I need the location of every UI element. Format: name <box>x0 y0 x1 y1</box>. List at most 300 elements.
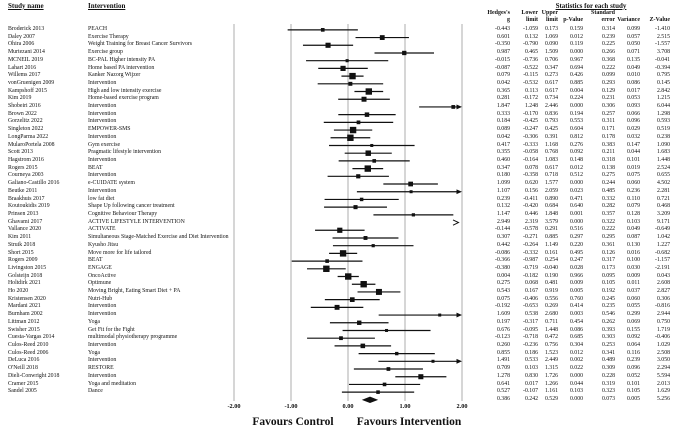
p-value-cell: 0.009 <box>569 280 583 287</box>
study-name-cell: Short 2015 <box>8 249 34 256</box>
p-value-cell: 0.276 <box>569 141 583 148</box>
p-value-cell: 0.022 <box>569 365 583 372</box>
hedges-g-cell: 1.847 <box>496 103 510 110</box>
z-value-cell: -0.816 <box>655 303 670 310</box>
study-row <box>0 188 677 196</box>
hedges-g-cell: -0.015 <box>495 56 510 63</box>
stat-col-header: Standard <box>590 9 615 16</box>
standard-error-cell: 0.095 <box>601 272 615 279</box>
lower-limit-cell: -0.107 <box>523 388 538 395</box>
hedges-g-cell: 0.601 <box>496 33 510 40</box>
z-value-cell: 5.594 <box>656 372 670 379</box>
study-name-cell: Sandel 2005 <box>8 388 37 395</box>
study-row <box>0 149 677 157</box>
intervention-cell: Intervention <box>88 157 117 164</box>
study-name-cell: Hagstrom 2016 <box>8 157 44 164</box>
standard-error-cell: 0.311 <box>602 118 615 125</box>
intervention-cell: Exercise group <box>88 49 123 56</box>
study-row <box>0 365 677 373</box>
p-value-cell: 0.000 <box>569 395 583 402</box>
study-row <box>0 257 677 265</box>
standard-error-cell: 0.317 <box>601 257 615 264</box>
variance-cell: 0.060 <box>626 180 640 187</box>
hedges-g-cell: -0.144 <box>495 226 510 233</box>
lower-limit-cell: -0.264 <box>523 241 538 248</box>
upper-limit-cell: 0.254 <box>544 257 558 264</box>
study-name-cell: Kristensen 2020 <box>8 295 46 302</box>
variance-cell: 0.299 <box>626 311 640 318</box>
intervention-cell: Kyusho Jitsu <box>88 241 119 248</box>
standard-error-cell: 0.295 <box>601 234 615 241</box>
hedges-g-cell: 1.099 <box>496 180 510 187</box>
upper-limit-cell: 0.711 <box>545 318 558 325</box>
intervention-cell: Move more for life tailored <box>88 249 152 256</box>
study-name-cell: MularoPortela 2008 <box>8 141 55 148</box>
hedges-g-cell: 1.147 <box>496 210 510 217</box>
standard-error-cell: 0.178 <box>601 133 615 140</box>
stat-col-header: limit <box>526 16 538 23</box>
intervention-cell: Shape Up following cancer treatment <box>88 203 175 210</box>
hedges-g-cell: -0.366 <box>495 257 510 264</box>
p-value-cell: 0.119 <box>570 41 583 48</box>
standard-error-cell: 0.368 <box>601 56 615 63</box>
intervention-cell: BEAT <box>88 257 103 264</box>
intervention-cell: Weight Training for Breast Cancer Survivors <box>88 41 193 48</box>
standard-error-cell: 0.546 <box>601 311 615 318</box>
study-row <box>0 126 677 134</box>
p-value-cell: 0.471 <box>569 195 583 202</box>
upper-limit-cell: 0.756 <box>544 342 558 349</box>
hedges-g-cell: -0.443 <box>495 26 510 32</box>
standard-error-cell: 0.105 <box>601 280 615 287</box>
standard-error-cell: 0.341 <box>601 349 615 356</box>
study-name-cell: Willems 2017 <box>8 72 41 79</box>
upper-limit-cell: 1.577 <box>544 180 558 187</box>
variance-cell: 0.053 <box>626 95 640 102</box>
study-row <box>0 118 677 126</box>
variance-cell: 0.101 <box>626 157 640 164</box>
p-value-cell: 0.512 <box>569 172 583 179</box>
study-name-cell: O'Neill 2018 <box>8 365 38 372</box>
lower-limit-cell: 0.446 <box>524 210 538 217</box>
study-row <box>0 157 677 165</box>
stat-col-header: p-Value <box>563 16 583 23</box>
upper-limit-cell: 0.481 <box>544 280 558 287</box>
intervention-cell: Moving Bright, Eating Smart Diet + PA <box>88 288 181 295</box>
study-name-cell <box>8 396 86 404</box>
study-name-cell: Scott 2013 <box>8 149 33 156</box>
intervention-cell: low fat diet <box>88 195 115 202</box>
z-value-cell: 6.044 <box>656 103 670 110</box>
study-name-cell: Struik 2018 <box>8 241 36 248</box>
study-name-cell: Singleton 2022 <box>8 126 44 133</box>
z-value-cell: -1.410 <box>655 26 670 32</box>
intervention-cell: Intervention <box>88 372 117 379</box>
variance-cell: 0.016 <box>626 249 640 256</box>
variance-cell: 0.100 <box>626 257 640 264</box>
study-name-cell: Ghavami 2017 <box>8 218 43 225</box>
intervention-cell: Optimune <box>88 280 112 287</box>
upper-limit-cell: 0.734 <box>544 95 558 102</box>
standard-error-cell: 0.282 <box>601 203 615 210</box>
hedges-g-cell: -0.086 <box>495 249 510 256</box>
variance-cell: 0.096 <box>626 118 640 125</box>
variance-cell: 0.032 <box>626 133 640 140</box>
intervention-cell: Intervention <box>88 187 117 194</box>
z-value-cell: 0.721 <box>656 195 670 202</box>
study-name-cell: Daley 2007 <box>8 33 35 40</box>
favours-control-label: Favours Control <box>252 416 334 428</box>
hedges-g-cell: -0.123 <box>495 334 510 341</box>
standard-error-cell: 0.138 <box>601 164 615 171</box>
hedges-g-cell: 0.641 <box>496 380 510 387</box>
z-value-cell: 1.448 <box>656 157 670 164</box>
study-name-cell: Swisher 2015 <box>8 326 40 333</box>
z-value-cell: 2.508 <box>656 349 670 356</box>
upper-limit-cell: 0.836 <box>544 110 558 117</box>
p-value-cell: 0.001 <box>569 210 583 217</box>
hedges-g-cell: 0.042 <box>496 79 510 86</box>
upper-limit-cell: 0.291 <box>544 226 558 233</box>
study-row <box>0 288 677 296</box>
upper-limit-cell: 0.391 <box>544 133 558 140</box>
variance-cell: 0.101 <box>626 380 640 387</box>
variance-cell: 0.155 <box>626 326 640 333</box>
study-row <box>0 111 677 119</box>
variance-cell: 0.135 <box>626 56 640 63</box>
upper-limit-cell: 1.726 <box>544 372 558 379</box>
intervention-cell: Dance <box>88 388 103 395</box>
study-row <box>0 342 677 350</box>
p-value-cell: 0.004 <box>569 87 583 94</box>
variance-cell: 0.010 <box>626 72 640 79</box>
stat-col-header: limit <box>546 16 558 23</box>
intervention-cell: High and low intensity exercise <box>88 87 162 94</box>
intervention-cell: ACTIVATE <box>88 226 116 233</box>
study-name-cell: Galiano-Castillo 2016 <box>8 180 60 187</box>
upper-limit-cell: 0.885 <box>544 234 558 241</box>
hedges-g-cell: 0.260 <box>496 342 510 349</box>
study-name-cell: Brown 2022 <box>8 110 37 117</box>
z-value-cell: 3.708 <box>656 49 670 56</box>
z-value-cell: 2.281 <box>656 187 670 194</box>
p-value-cell: 0.224 <box>569 95 583 102</box>
p-value-cell: 0.159 <box>569 26 583 32</box>
p-value-cell: 0.220 <box>569 241 583 248</box>
standard-error-cell: 0.073 <box>601 395 615 402</box>
intervention-cell: Intervention <box>88 303 117 310</box>
study-name-cell: Burnham 2002 <box>8 311 43 318</box>
upper-limit-cell: 1.448 <box>544 326 558 333</box>
lower-limit-cell: -1.059 <box>523 26 538 32</box>
intervention-cell: e-CUIDATE system <box>88 180 135 187</box>
study-name-cell: Broderick 2013 <box>8 26 45 32</box>
hedges-g-cell: 1.609 <box>496 311 510 318</box>
upper-limit-cell: 1.069 <box>544 33 558 40</box>
variance-cell: 0.147 <box>626 141 640 148</box>
z-value-cell: 0.306 <box>656 295 670 302</box>
hedges-g-cell: 2.949 <box>496 218 510 225</box>
study-row <box>0 88 677 96</box>
intervention-cell: Kanker Nazorg Wijzer <box>88 72 141 79</box>
hedges-g-cell: 0.417 <box>496 141 510 148</box>
p-value-cell: 0.694 <box>569 64 583 71</box>
study-name-cell: Braakhuis 2017 <box>8 195 45 202</box>
intervention-cell: Get Fit for the Fight <box>88 326 135 333</box>
intervention-cell: OncoActive <box>88 272 117 279</box>
upper-limit-cell: 0.718 <box>544 172 558 179</box>
study-name-cell: Ohira 2006 <box>8 41 35 48</box>
standard-error-cell: 0.171 <box>601 126 615 133</box>
hedges-g-cell: 0.281 <box>496 95 510 102</box>
variance-cell: 0.236 <box>626 187 640 194</box>
study-row <box>0 211 677 219</box>
lower-limit-cell: 0.017 <box>524 380 538 387</box>
z-value-cell: -0.394 <box>655 64 670 71</box>
lower-limit-cell: 0.156 <box>524 187 538 194</box>
intervention-cell: multimodal physiotherapy programme <box>88 334 178 341</box>
p-value-cell: 0.247 <box>569 257 583 264</box>
variance-cell: 0.055 <box>626 303 640 310</box>
z-value-cell: 2.515 <box>656 33 670 40</box>
intervention-cell: BEAT <box>88 164 103 171</box>
study-row <box>0 134 677 142</box>
p-value-cell: 0.553 <box>569 118 583 125</box>
lower-limit-cell: -0.164 <box>523 157 538 164</box>
x-axis-tick-label: -2.00 <box>227 403 241 410</box>
p-value-cell: 0.194 <box>569 110 583 117</box>
standard-error-cell: 0.244 <box>601 180 615 187</box>
p-value-cell: 0.604 <box>569 126 583 133</box>
study-row <box>0 273 677 281</box>
z-value-cell: 1.029 <box>656 342 670 349</box>
z-value-cell: -0.649 <box>655 226 670 233</box>
variance-cell: 0.105 <box>626 388 640 395</box>
hedges-g-cell: 1.491 <box>496 357 510 364</box>
study-name-header: Study name <box>8 2 44 10</box>
intervention-cell: Intervention <box>88 133 117 140</box>
stats-title: Statistics for each study <box>555 2 627 10</box>
p-value-cell: 0.640 <box>569 203 583 210</box>
upper-limit-cell: 0.793 <box>544 118 558 125</box>
study-row <box>0 327 677 335</box>
intervention-cell: ACTIVE LIFESTYLE INTERVENTION <box>88 218 185 225</box>
lower-limit-cell: 0.830 <box>524 372 538 379</box>
study-name-cell: Courneya 2003 <box>8 172 44 179</box>
study-row <box>0 280 677 288</box>
z-value-cell: -0.682 <box>655 249 670 256</box>
intervention-cell: Home based PA intervention <box>88 64 155 71</box>
hedges-g-cell: 0.527 <box>496 388 510 395</box>
variance-cell: 0.005 <box>626 395 640 402</box>
standard-error-cell: 0.306 <box>601 103 615 110</box>
lower-limit-cell: 0.533 <box>524 357 538 364</box>
upper-limit-cell: 0.529 <box>544 395 558 402</box>
standard-error-cell: 0.293 <box>601 79 615 86</box>
standard-error-cell: 0.309 <box>601 365 615 372</box>
intervention-cell: PEACH <box>88 26 108 32</box>
study-name-cell: Shobeiri 2016 <box>8 103 41 110</box>
variance-cell: 0.103 <box>626 218 640 225</box>
study-name-cell: Littman 2012 <box>8 318 40 325</box>
favours-intervention-label: Favours Intervention <box>356 416 462 428</box>
z-value-cell: 0.593 <box>656 118 670 125</box>
z-value-cell: -0.406 <box>655 334 670 341</box>
study-name-cell: Ho 2020 <box>8 288 29 295</box>
lower-limit-cell: -0.115 <box>523 72 538 79</box>
intervention-cell: Intervention <box>88 79 117 86</box>
study-name-cell: Culos-Reed 2006 <box>8 349 49 356</box>
upper-limit-cell: 0.161 <box>544 249 558 256</box>
variance-cell: 0.079 <box>626 203 640 210</box>
standard-error-cell: 0.314 <box>601 26 615 32</box>
variance-cell: 0.044 <box>626 149 640 156</box>
p-value-cell: 0.012 <box>569 33 583 40</box>
upper-limit-cell: 0.190 <box>544 272 558 279</box>
variance-cell: 0.110 <box>627 195 640 202</box>
intervention-cell: Intervention <box>88 103 117 110</box>
p-value-cell: 0.012 <box>569 349 583 356</box>
p-value-cell: 0.495 <box>569 249 583 256</box>
lower-limit-cell: -0.425 <box>523 118 538 125</box>
z-value-cell: 2.827 <box>656 288 670 295</box>
study-name-cell: Rogers 2015 <box>8 164 38 171</box>
study-row <box>0 203 677 211</box>
study-row <box>0 41 677 49</box>
study-name-cell: Culos-Reed 2010 <box>8 342 49 349</box>
hedges-g-cell: 0.543 <box>496 288 510 295</box>
lower-limit-cell: 1.248 <box>524 103 538 110</box>
study-row <box>0 65 677 73</box>
standard-error-cell: 0.319 <box>601 380 615 387</box>
z-value-cell: -0.041 <box>655 56 670 63</box>
p-value-cell: 0.454 <box>569 318 583 325</box>
hedges-g-cell: 0.075 <box>496 295 510 302</box>
standard-error-cell: 0.489 <box>601 357 615 364</box>
p-value-cell: 0.297 <box>569 234 583 241</box>
intervention-cell: Yoga <box>88 318 100 325</box>
p-value-cell: 0.148 <box>569 157 583 164</box>
z-value-cell: 1.215 <box>656 95 670 102</box>
study-row <box>0 26 677 34</box>
lower-limit-cell: 0.242 <box>524 395 538 402</box>
upper-limit-cell: 3.579 <box>544 218 558 225</box>
lower-limit-cell: -0.719 <box>523 264 538 271</box>
standard-error-cell: 0.099 <box>601 72 615 79</box>
standard-error-cell: 0.257 <box>601 110 615 117</box>
z-value-cell: 1.227 <box>656 241 670 248</box>
standard-error-cell: 0.322 <box>601 218 615 225</box>
stat-col-header: Hedges's <box>487 9 510 16</box>
variance-cell: 0.057 <box>626 33 640 40</box>
z-value-cell: -1.157 <box>655 257 670 264</box>
variance-cell: 0.130 <box>626 241 640 248</box>
upper-limit-cell: 1.149 <box>544 241 558 248</box>
hedges-g-cell: 0.676 <box>496 326 510 333</box>
study-name-cell: Golsteijn 2018 <box>8 272 43 279</box>
lower-limit-cell: -0.332 <box>523 249 538 256</box>
hedges-g-cell: 0.089 <box>496 126 510 133</box>
variance-cell: 0.030 <box>626 264 640 271</box>
hedges-g-cell: 0.132 <box>496 203 510 210</box>
study-name-cell: Prinsen 2013 <box>8 210 39 217</box>
lower-limit-cell: -0.095 <box>523 326 538 333</box>
lower-limit-cell: -0.333 <box>523 141 538 148</box>
intervention-cell: Yoga and meditation <box>88 380 137 387</box>
variance-cell: 0.093 <box>626 103 640 110</box>
study-name-cell: Lahart 2016 <box>8 64 37 71</box>
p-value-cell: 0.023 <box>569 187 583 194</box>
hedges-g-cell: 0.042 <box>496 133 510 140</box>
variance-cell: 0.239 <box>626 357 640 364</box>
upper-limit-cell: 0.173 <box>544 26 558 32</box>
stat-col-header: Variance <box>617 16 640 23</box>
p-value-cell: 0.000 <box>569 218 583 225</box>
upper-limit-cell: 0.617 <box>544 164 558 171</box>
variance-cell: 0.049 <box>626 226 640 233</box>
variance-cell: 0.019 <box>626 164 640 171</box>
upper-limit-cell: 1.848 <box>544 210 558 217</box>
z-value-cell: 0.750 <box>656 318 670 325</box>
x-axis-tick-label: 2.00 <box>456 403 468 410</box>
variance-cell: 0.116 <box>627 349 640 356</box>
variance-cell: 0.009 <box>626 272 640 279</box>
upper-limit-cell: 0.684 <box>544 203 558 210</box>
intervention-cell: Intervention <box>88 342 117 349</box>
standard-error-cell: 0.361 <box>601 241 615 248</box>
upper-limit-cell: 1.523 <box>544 349 558 356</box>
upper-limit-cell: 0.090 <box>544 41 558 48</box>
z-value-cell: 3.050 <box>656 357 670 364</box>
study-name-cell: Dieli-Conwright 2018 <box>8 372 60 379</box>
lower-limit-cell: -0.172 <box>523 95 538 102</box>
standard-error-cell: 0.225 <box>601 41 615 48</box>
stat-col-header: g <box>507 16 510 23</box>
standard-error-cell: 0.235 <box>601 303 615 310</box>
intervention-cell: BC-PAL Higher intensity PA <box>88 56 156 63</box>
standard-error-cell: 0.332 <box>601 195 615 202</box>
variance-cell: 0.017 <box>626 87 640 94</box>
z-value-cell: 1.683 <box>656 149 670 156</box>
variance-cell: 0.069 <box>626 318 640 325</box>
intervention-cell: Intervention <box>88 311 117 318</box>
z-value-cell: 1.298 <box>656 110 670 117</box>
study-row <box>0 95 677 103</box>
lower-limit-cell: -0.058 <box>523 149 538 156</box>
lower-limit-cell: 0.103 <box>524 365 538 372</box>
intervention-cell: Intervention <box>88 172 117 179</box>
intervention-cell: Intervention <box>88 118 117 125</box>
variance-cell: 0.066 <box>626 110 640 117</box>
p-value-cell: 0.812 <box>569 133 583 140</box>
upper-limit-cell: 1.168 <box>544 141 558 148</box>
intervention-header: Intervention <box>88 2 126 10</box>
study-row <box>0 80 677 88</box>
lower-limit-cell: -0.182 <box>523 272 538 279</box>
standard-error-cell: 0.303 <box>601 334 615 341</box>
hedges-g-cell: -0.380 <box>495 264 510 271</box>
lower-limit-cell: -0.236 <box>523 342 538 349</box>
study-row <box>0 296 677 304</box>
hedges-g-cell: 0.197 <box>496 318 510 325</box>
p-value-cell: 0.028 <box>569 264 583 271</box>
z-value-cell: 4.502 <box>656 180 670 187</box>
variance-cell: 0.096 <box>626 365 640 372</box>
lower-limit-cell: 0.465 <box>524 49 538 56</box>
upper-limit-cell: 2.446 <box>544 103 558 110</box>
study-name-cell: Beutke 2011 <box>8 187 38 194</box>
upper-limit-cell: 0.269 <box>544 303 558 310</box>
